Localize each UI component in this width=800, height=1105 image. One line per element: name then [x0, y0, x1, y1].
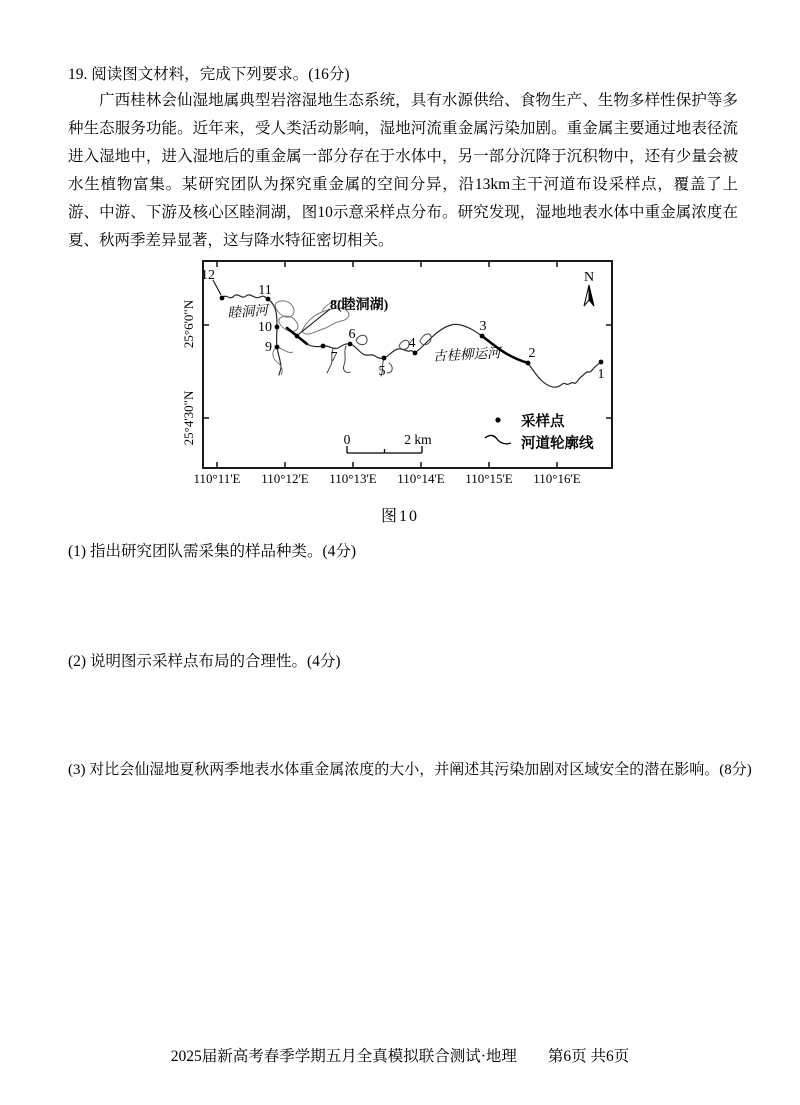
leader-line — [299, 309, 330, 334]
sub-question-3: (3) 对比会仙湿地夏秋两季地表水体重金属浓度的大小，并阐述其污染加剧对区域安全的潜在影响。(8分) — [68, 762, 752, 778]
sample-point-dot — [275, 345, 280, 350]
sample-point-11 — [258, 283, 271, 301]
sample-point-label: 6 — [348, 327, 356, 342]
north-arrow-right-half — [589, 285, 594, 306]
sample-point-label: 11 — [258, 283, 272, 298]
sample-point-10 — [258, 320, 279, 335]
sub-question-2: (2) 说明图示采样点布局的合理性。(4分) — [68, 653, 341, 670]
sample-point-1 — [598, 360, 605, 382]
sample-point-dot — [348, 342, 353, 347]
north-label: N — [583, 270, 595, 285]
sample-point-12 — [201, 268, 224, 300]
x-tick-label: 110°13'E — [329, 471, 377, 486]
legend-sample-point-label: 采样点 — [521, 414, 565, 430]
legend-channel-outline-label: 河道轮廓线 — [521, 436, 594, 452]
sample-point-label: 5 — [378, 364, 386, 379]
river-name-label: 睦洞河 — [226, 302, 269, 321]
sample-point-5 — [379, 356, 387, 379]
sample-point-label: 10 — [258, 320, 272, 335]
sub-question-1: (1) 指出研究团队需采集的样品种类。(4分) — [68, 543, 357, 560]
x-tick-label: 110°11'E — [193, 471, 241, 486]
sample-point-label: 9 — [265, 340, 272, 355]
sample-point-label: 3 — [479, 319, 487, 334]
legend-sample-point-icon — [495, 417, 500, 422]
x-tick-labels — [193, 471, 580, 486]
x-tick-label: 110°12'E — [261, 471, 309, 486]
sample-point-8 — [295, 296, 389, 338]
y-tick-label: 25°4'30"N — [181, 390, 196, 446]
figure-caption: 图10 — [380, 508, 419, 525]
x-tick-label: 110°16'E — [533, 471, 581, 486]
north-arrow-left-half — [584, 285, 589, 306]
sample-point-dot — [220, 296, 225, 301]
scale-zero-label: 0 — [343, 432, 351, 447]
question-header: 19. 阅读图文材料，完成下列要求。(16分) — [68, 66, 350, 83]
sample-point-dot — [295, 334, 300, 339]
sample-point-dot — [599, 360, 604, 365]
question-intro-paragraph: 广西桂林会仙湿地属典型岩溶湿地生态系统，具有水源供给、食物生产、生物多样性保护等多种生态服务功能。近年来，受人类活动影响，湿地河流重金属污染加剧。重金属主要通过地表径流进入湿地中，进入湿地后的重金属一部分存在于水体中，另一部分沉降于沉积物中，还有少量会被水生植物富集。某研究团队为探究重金属的空间分异，沿13km主干河道布设采样点，覆盖了上游、中游、下游及核心区睦洞湖，图10示意采样点分布。研究发现，湿地地表水体中重金属浓度在夏、秋两季差异显著，这与降水特征密切相关。 — [68, 92, 738, 249]
x-tick-label: 110°14'E — [397, 471, 445, 486]
sample-point-dot — [275, 325, 280, 330]
sample-point-9 — [265, 340, 279, 355]
sample-points — [201, 268, 605, 382]
sample-point-label: 2 — [528, 346, 536, 361]
canal-name-label: 古桂柳运河 — [432, 345, 501, 364]
y-tick-label: 25°6'0"N — [181, 299, 196, 349]
sample-point-6 — [348, 327, 356, 346]
sample-point-dot — [321, 344, 326, 349]
sample-point-label: 12 — [201, 268, 215, 283]
page-footer: 2025届新高考春季学期五月全真模拟联合测试·地理 第6页 共6页 — [170, 1048, 630, 1065]
sample-point-2 — [526, 346, 536, 365]
sample-point-dot — [382, 356, 387, 361]
x-tick-label: 110°15'E — [465, 471, 513, 486]
scale-distance-label: 2 km — [404, 432, 432, 447]
north-arrow — [584, 270, 594, 306]
map-svg — [180, 256, 625, 498]
sample-point-4 — [409, 336, 418, 355]
legend-channel-line-icon — [485, 435, 511, 443]
lake-point-label: 8(睦洞湖) — [330, 298, 389, 313]
sample-point-dot — [526, 361, 531, 366]
sample-point-3 — [480, 319, 487, 338]
sample-point-label: 1 — [597, 367, 605, 382]
y-tick-labels — [181, 299, 196, 445]
sample-point-label: 4 — [408, 336, 416, 351]
sample-point-dot — [480, 334, 485, 339]
scale-bar — [344, 432, 433, 453]
figure-map — [180, 256, 625, 498]
sample-point-dot — [413, 351, 418, 356]
sample-point-label: 7 — [330, 350, 338, 365]
map-legend — [485, 412, 594, 452]
